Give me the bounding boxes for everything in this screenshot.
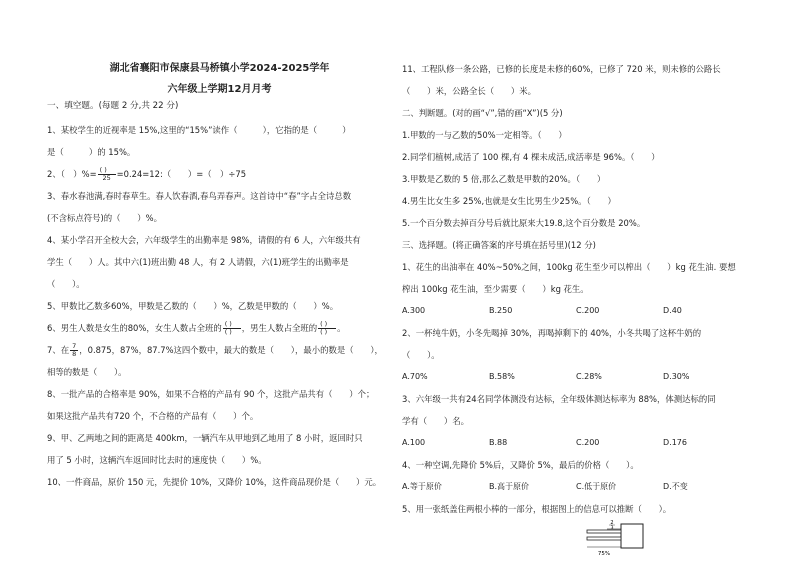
q2-fraction xyxy=(98,167,116,182)
q7-line1 xyxy=(47,339,392,361)
option-d: D.不变 xyxy=(663,482,688,491)
question-5 xyxy=(47,295,392,317)
option-b: B.58% xyxy=(489,372,515,381)
q6-line xyxy=(47,317,392,339)
q9-line2: 用了 5 小时，这辆汽车返回时比去时的速度快（ ）%。 xyxy=(47,455,267,465)
choice-2-options xyxy=(402,366,750,388)
choice-1 xyxy=(402,256,750,300)
question-10 xyxy=(47,471,392,493)
choice-4-options xyxy=(402,476,750,498)
fig-label-bottom: 75% xyxy=(597,551,611,557)
q6-frac2-den: ( ) xyxy=(320,328,328,336)
q6-part2: ，男生人数占全班的 xyxy=(241,323,318,333)
fig-label-top: 2 xyxy=(610,520,614,526)
q8-line2: 如果这批产品共有720 个，不合格的产品有（ ）个。 xyxy=(47,411,259,421)
question-3 xyxy=(47,185,392,229)
c3-line1: 3、六年级一共有24名同学体测没有达标，全年级体测达标率为 88%，体测达标的同 xyxy=(402,394,716,404)
option-b: B.250 xyxy=(489,306,513,315)
q1-line1: 1、某校学生的近视率是 15%,这里的“15%”读作（ ），它指的是（ ） xyxy=(47,125,351,135)
option-b: B.高于原价 xyxy=(489,482,530,491)
option-c: C.200 xyxy=(576,438,600,447)
q7-part1: 7、在 xyxy=(47,345,70,355)
option-c: C.200 xyxy=(576,306,600,315)
q4-line2: 学生（ ）人。其中六(1)班出勤 48 人，有 2 人请假，六(1)班学生的出勤率是 xyxy=(47,257,349,267)
c3-line2: 学有（ ）名。 xyxy=(402,416,469,426)
q11-line1: 11、工程队修一条公路，已修的长度是未修的60%，已修了 720 米，则未修的公路长 xyxy=(402,64,721,74)
q10-line: 10、一件商品，原价 150 元，先提价 10%，又降价 10%，这件商品现价是（ ）元。 xyxy=(47,477,382,487)
paper-rect xyxy=(621,524,643,548)
choice-3-options xyxy=(402,432,750,454)
q7-frac-num: 7 xyxy=(72,342,77,350)
q2-part2: =0.24=12:（ ）=（ ）÷75 xyxy=(116,169,247,179)
q11-line2: （ ）米，公路全长（ ）米。 xyxy=(402,86,536,96)
choice-3 xyxy=(402,388,750,432)
fig-label-top-den: 3 xyxy=(610,526,614,531)
stick-2 xyxy=(587,537,621,540)
judge-5: 5.一个百分数去掉百分号后就比原来大19.8,这个百分数是 20%。 xyxy=(402,218,646,228)
q4-line3: （ ）。 xyxy=(47,279,85,289)
q7-line2: 相等的数是（ ）。 xyxy=(47,367,127,377)
option-a: A.100 xyxy=(402,438,426,447)
sticks-paper-figure xyxy=(577,520,657,560)
section3-title: 三、选择题。(将正确答案的序号填在括号里)(12 分) xyxy=(402,240,596,250)
stick-1 xyxy=(587,530,621,533)
q6-frac1-den: ( ) xyxy=(224,328,232,336)
q1-line2: 是（ ）的 15%。 xyxy=(47,147,136,157)
choice-1-options xyxy=(402,300,750,322)
choice-5: 5、用一张纸盖住两根小棒的一部分，根据图上的信息可以推断（ ）。 xyxy=(402,504,672,514)
question-9 xyxy=(47,427,392,471)
q2-frac-den: 25 xyxy=(102,174,111,182)
q6-frac1-num: ( ) xyxy=(223,321,241,329)
c2-line1: 2、一杯纯牛奶，小冬先喝掉 30%，再喝掉剩下的 40%，小冬共喝了这杯牛奶的 xyxy=(402,328,702,338)
q6-part3: 。 xyxy=(337,323,346,333)
left-column xyxy=(47,58,392,493)
q9-line1: 9、甲、乙两地之间的距离是 400km，一辆汽车从甲地到乙地用了 8 小时，返回时只 xyxy=(47,433,363,443)
judge-1: 1.甲数的一与乙数的50%一定相等。（ ） xyxy=(402,130,567,140)
choice-4: 4、一种空调,先降价 5%后，又降价 5%，最后的价格（ ）。 xyxy=(402,460,639,470)
question-2 xyxy=(47,163,392,185)
option-b: B.88 xyxy=(489,438,508,447)
question-6 xyxy=(47,317,392,339)
option-d: D.30% xyxy=(663,372,690,381)
section2-title: 二、判断题。(对的画“√”,错的画“X”)(5 分) xyxy=(402,108,563,118)
option-c: C.低于原价 xyxy=(576,482,617,491)
question-7 xyxy=(47,339,392,383)
choice-2 xyxy=(402,322,750,366)
option-a: A.等于原价 xyxy=(402,482,442,491)
exam-title: 湖北省襄阳市保康县马桥镇小学2024-2025学年 xyxy=(109,63,330,74)
q3-line2: (不含标点符号)的（ ）%。 xyxy=(47,213,162,223)
c1-line1: 1、花生的出油率在 40%~50%之间，100kg 花生至少可以榨出（ ）kg 花生油. 要想 xyxy=(402,262,736,272)
q2-frac-num: ( ) xyxy=(98,167,116,175)
c2-line2: （ ）。 xyxy=(402,350,440,360)
exam-subtitle: 六年级上学期12月月考 xyxy=(167,84,272,95)
q6-part1: 6、男生人数是女生的80%，女生人数占全班的 xyxy=(47,323,222,333)
q2-part1: 2、（ ）%= xyxy=(47,169,97,179)
question-1 xyxy=(47,119,392,163)
option-c: C.28% xyxy=(576,372,602,381)
judge-3: 3.甲数是乙数的 5 倍,那么乙数是甲数的20%。（ ） xyxy=(402,174,606,184)
option-d: D.40 xyxy=(663,306,682,315)
judge-2: 2.同学们植树,成活了 100 棵,有 4 棵未成活,成活率是 96%。（ ） xyxy=(402,152,660,162)
q7-part2: ，0.875，87%，87.7%这四个数中，最大的数是（ ），最小的数是（ ）， xyxy=(79,345,383,355)
right-column xyxy=(402,58,750,560)
q8-line1: 8、一批产品的合格率是 90%，如果不合格的产品有 90 个，这批产品共有（ ）个； xyxy=(47,389,375,399)
q6-fraction-2 xyxy=(318,321,336,336)
q4-line1: 4、某小学召开全校大会，六年级学生的出勤率是 98%，请假的有 6 人，六年级共有 xyxy=(47,235,361,245)
question-11 xyxy=(402,58,750,102)
q6-fraction-1 xyxy=(223,321,241,336)
q7-frac-den: 8 xyxy=(72,350,77,358)
question-8 xyxy=(47,383,392,427)
section1-title: 一、填空题。(每题 2 分,共 22 分) xyxy=(47,101,179,111)
option-a: A.70% xyxy=(402,372,428,381)
option-d: D.176 xyxy=(663,438,687,447)
judge-4: 4.男生比女生多 25%,也就是女生比男生少25%。（ ） xyxy=(402,196,616,206)
q6-frac2-num: ( ) xyxy=(318,321,336,329)
figure-container xyxy=(402,520,750,560)
q3-line1: 3、春水春池满,春时春草生。春人饮春酒,春鸟弄春声。这首诗中“春”字占全诗总数 xyxy=(47,191,352,201)
question-4 xyxy=(47,229,392,295)
option-a: A.300 xyxy=(402,306,426,315)
c1-line2: 榨出 100kg 花生油，至少需要（ ）kg 花生。 xyxy=(402,284,589,294)
q2-line xyxy=(47,163,392,185)
q7-fraction xyxy=(70,343,78,358)
q5-line: 5、甲数比乙数多60%，甲数是乙数的（ ）%，乙数是甲数的（ ）%。 xyxy=(47,301,339,311)
